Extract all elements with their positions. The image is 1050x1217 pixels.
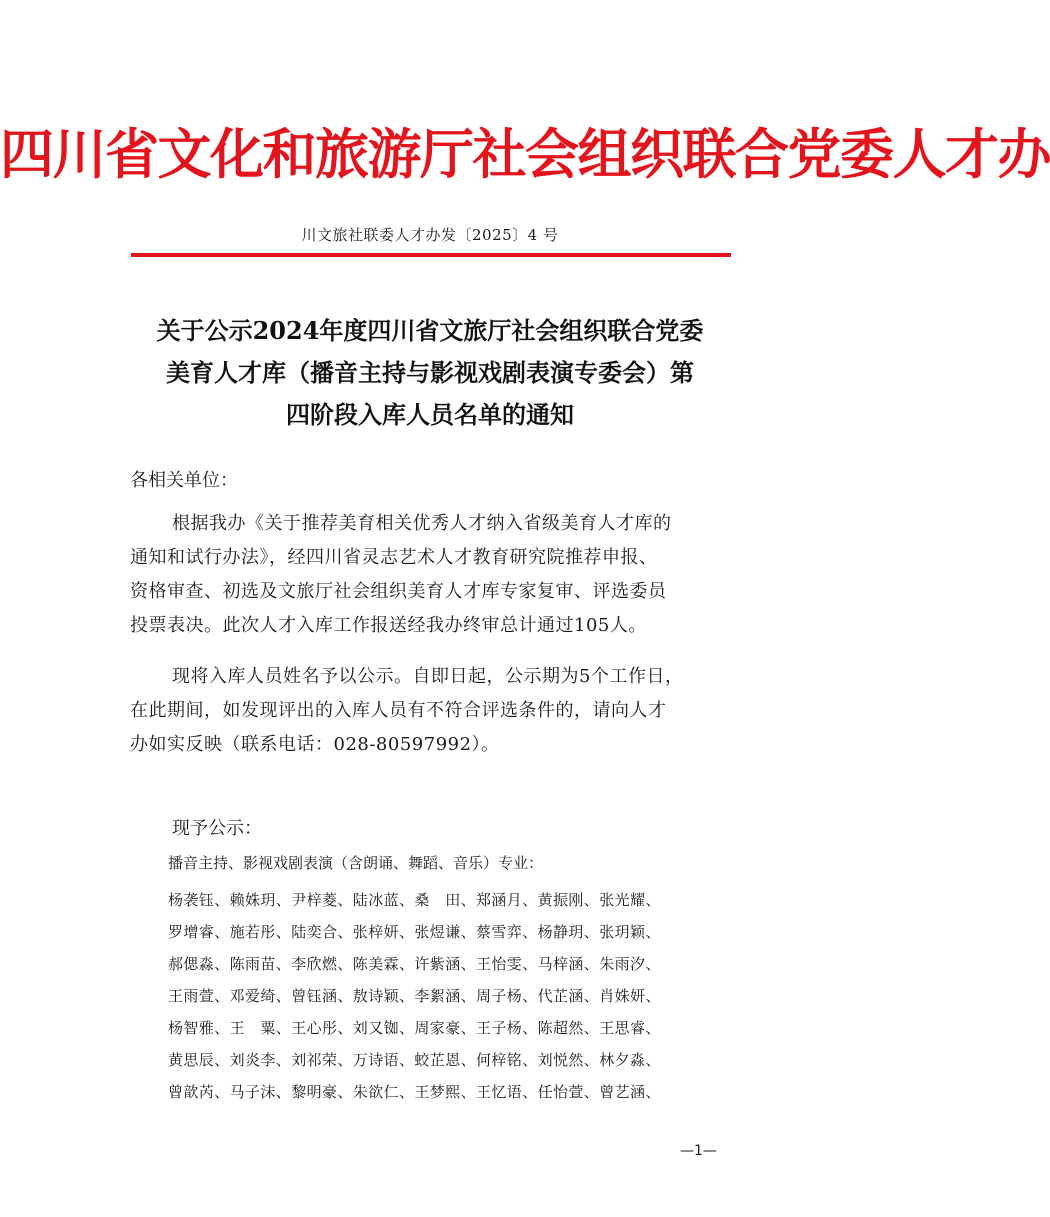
title-line: 关于公示2024年度四川省文旅厅社会组织联合党委: [156, 316, 704, 345]
paragraph-line: 根据我办《关于推荐美育相关优秀人才纳入省级美育人才库的: [172, 513, 672, 534]
names-list: [168, 884, 738, 1108]
names-row: 罗增睿、施若彤、陆奕合、张梓妍、张煜谦、蔡雪弈、杨静玥、张玥颖、: [168, 923, 661, 941]
paragraph-line: 办如实反映（联系电话：028-80597992）。: [130, 734, 500, 755]
names-row: 曾歆芮、马子沫、黎明豪、朱欲仁、王梦熙、王忆语、任怡萱、曾艺涵、: [168, 1083, 661, 1101]
paragraph-line: 通知和试行办法》，经四川省灵志艺术人才教育研究院推荐申报、: [130, 547, 658, 568]
names-row: 黄思辰、刘炎李、刘祁荣、万诗语、蛟芷恩、何梓铭、刘悦然、林夕淼、: [168, 1051, 661, 1069]
red-divider-rule: [131, 253, 731, 257]
paragraph-line: 在此期间，如发现评出的入库人员有不符合评选条件的，请向人才: [130, 700, 667, 721]
title-line: 美育人才库（播音主持与影视戏剧表演专委会）第: [166, 358, 694, 387]
publicize-label: 现予公示：: [172, 818, 262, 839]
paragraph-line: 投票表决。此次人才入库工作报送经我办终审总计通过105人。: [130, 615, 647, 636]
paragraph-publicity-period: [130, 660, 730, 762]
names-row: 杨袭钰、赖姝玥、尹梓菱、陆冰蓝、桑 田、郑涵月、黄振刚、张光耀、: [168, 891, 661, 909]
paragraph-basis: [130, 507, 730, 643]
notice-title: [110, 310, 750, 436]
masthead: 四川省文化和旅游厅社会组织联合党委人才办: [0, 123, 1050, 186]
document-number: 川文旅社联委人才办发〔2025〕4 号: [301, 226, 559, 244]
major-list-header: 播音主持、影视戏剧表演（含朗诵、舞蹈、音乐）专业：: [168, 854, 544, 872]
names-row: 杨智雅、王 粟、王心彤、刘又铷、周家豪、王子杨、陈超然、王思睿、: [168, 1019, 661, 1037]
page-number: —1—: [680, 1143, 717, 1159]
paragraph-line: 现将入库人员姓名予以公示。自即日起，公示期为5个工作日，: [172, 666, 684, 687]
salutation: 各相关单位：: [130, 470, 238, 491]
names-row: 郝偲淼、陈雨苗、李欣燃、陈美霖、许紫涵、王怡雯、马梓涵、朱雨汐、: [168, 955, 661, 973]
names-row: 王雨萱、邓爱绮、曾钰涵、敖诗颖、李絮涵、周子杨、代芷涵、肖姝妍、: [168, 987, 661, 1005]
paragraph-line: 资格审查、初选及文旅厅社会组织美育人才库专家复审、评选委员: [130, 581, 667, 602]
title-line: 四阶段入库人员名单的通知: [286, 400, 574, 429]
